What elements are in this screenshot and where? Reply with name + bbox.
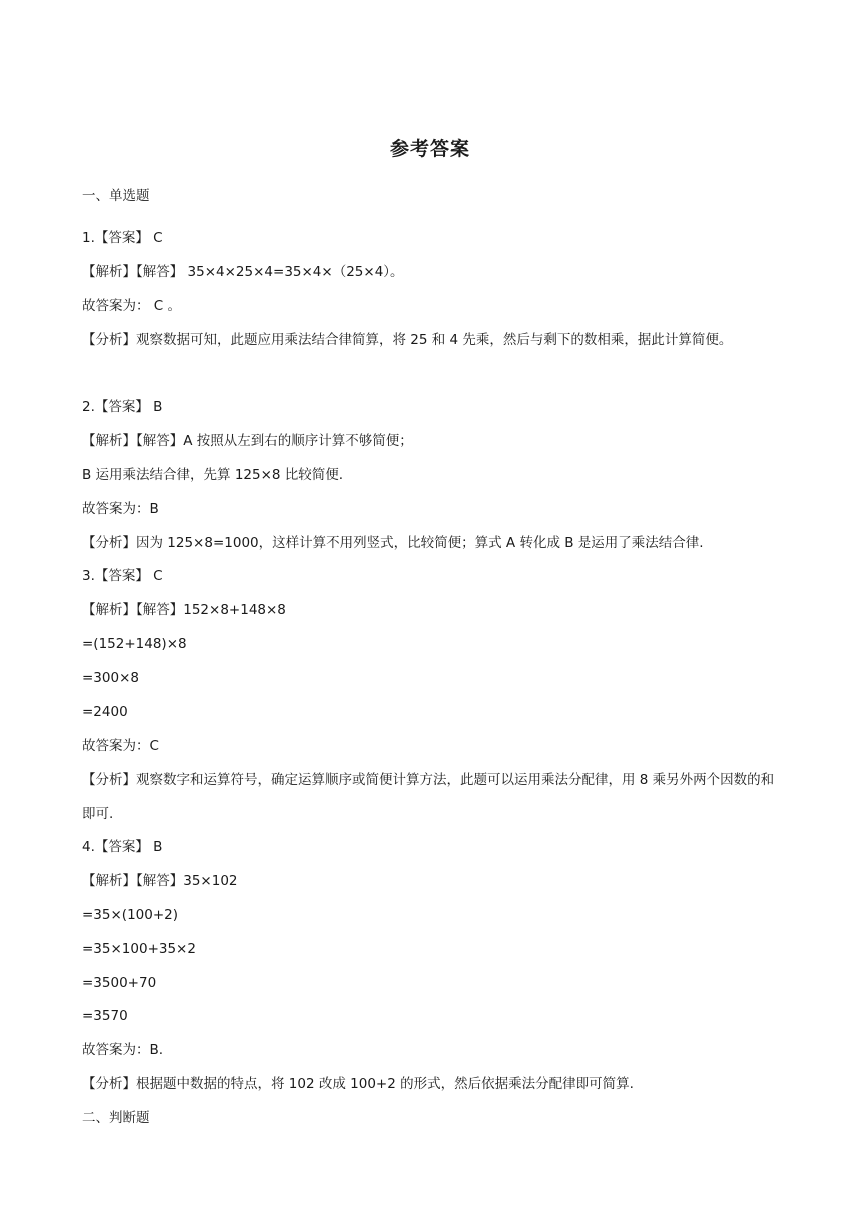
q3-step-2: =300×8 [82,670,139,686]
q1-answer: 1.【答案】 C [82,230,163,246]
q2-analysis: 【分析】因为 125×8=1000，这样计算不用列竖式，比较简便；算式 A 转化成 B 是运用了乘法结合律. [82,535,704,551]
section-heading-single-choice: 一、单选题 [82,188,150,204]
q3-step-1: =(152+148)×8 [82,636,187,652]
q3-analysis: 【分析】观察数字和运算符号，确定运算顺序或简便计算方法，此题可以运用乘法分配律，用 8 乘另外两个因数的和即可. [82,772,775,822]
q2-step-1: B 运用乘法结合律，先算 125×8 比较简便. [82,467,344,483]
q3-solution: 【解析】【解答】152×8+148×8 [82,602,286,618]
q3-conclusion: 故答案为：C [82,738,159,754]
q2-conclusion: 故答案为：B [82,501,159,517]
page-title: 参考答案 [389,138,470,160]
q1-analysis: 【分析】观察数据可知，此题应用乘法结合律简算，将 25 和 4 先乘，然后与剩下的数相乘，据此计算简便。 [82,332,733,348]
q2-answer: 2.【答案】 B [82,399,163,415]
q4-step-3: =3500+70 [82,975,157,991]
q4-solution: 【解析】【解答】35×102 [82,873,238,889]
q4-step-2: =35×100+35×2 [82,941,196,957]
section-heading-judgement: 二、判断题 [82,1110,150,1126]
q4-analysis: 【分析】根据题中数据的特点，将 102 改成 100+2 的形式，然后依据乘法分配律即可简算. [82,1076,634,1092]
q3-step-3: =2400 [82,704,128,720]
q4-answer: 4.【答案】 B [82,839,163,855]
q1-conclusion: 故答案为： C 。 [82,298,182,314]
q4-step-4: =3570 [82,1008,128,1024]
q1-solution: 【解析】【解答】 35×4×25×4=35×4×（25×4）。 [82,264,404,280]
q3-answer: 3.【答案】 C [82,568,163,584]
q4-conclusion: 故答案为：B. [82,1042,164,1058]
q2-solution: 【解析】【解答】A 按照从左到右的顺序计算不够简便； [82,433,413,449]
q4-step-1: =35×(100+2) [82,907,179,923]
